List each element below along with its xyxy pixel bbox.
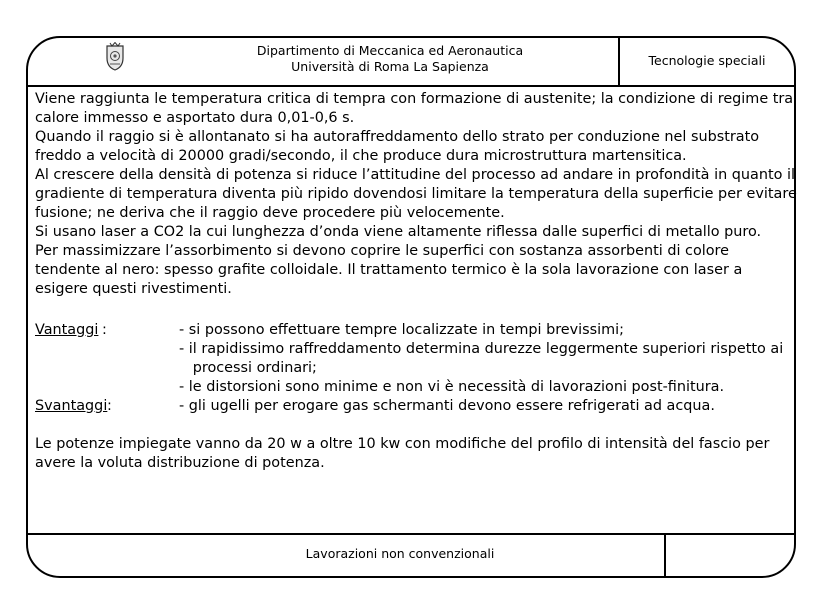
- disadvantage-item: - gli ugelli per erogare gas schermanti devono essere refrigerati ad acqua.: [179, 398, 715, 414]
- paragraph: Si usano laser a CO2 la cui lunghezza d’onda viene altamente riflessa dalle superfici di metallo puro.: [35, 224, 762, 240]
- header-divider: [27, 85, 795, 87]
- disadvantage-row: [35, 397, 797, 416]
- advantage-item: - il rapidissimo raffreddamento determina durezze leggermente superiori rispetto ai: [179, 341, 784, 357]
- advantage-row: [35, 321, 797, 340]
- advantage-item: - si possono effettuare tempre localizzate in tempi brevissimi;: [179, 322, 625, 338]
- paragraph: Per massimizzare l’assorbimento si devono coprire le superfici con sostanza assorbenti di colore tendente al nero: spesso grafite colloidale. Il trattamento termico è la sola lavorazione con laser a esigere questi rivestimenti.: [35, 243, 743, 297]
- pros-cons-list: [35, 321, 797, 416]
- advantage-row: [35, 340, 797, 359]
- advantages-label: Vantaggi: [35, 322, 99, 338]
- body-text: [35, 90, 797, 299]
- advantage-row: [35, 359, 797, 378]
- department-name: Dipartimento di Meccanica ed Aeronautica: [256, 43, 524, 58]
- university-seal-icon: [104, 42, 126, 72]
- paragraph: Quando il raggio si è allontanato si ha autoraffreddamento dello strato per conduzione nel substrato freddo a velocità di 20000 gradi/secondo, il che produce dura microstruttura martensitica.: [35, 129, 760, 164]
- advantage-item: processi ordinari;: [179, 360, 317, 376]
- footer-title: Lavorazioni non convenzionali: [305, 546, 495, 561]
- university-name: Università di Roma La Sapienza: [291, 59, 489, 74]
- disadvantages-label: Svantaggi: [35, 398, 108, 414]
- header-institution: [240, 43, 540, 75]
- advantage-item: - le distorsioni sono minime e non vi è necessità di lavorazioni post-finitura.: [179, 379, 725, 395]
- advantage-row: [35, 378, 797, 397]
- closing-paragraph: Le potenze impiegate vanno da 20 w a oltre 10 kw con modifiche del profilo di intensità del fascio per avere la voluta distribuzione di potenza.: [35, 436, 770, 471]
- paragraph: Viene raggiunta le temperatura critica di tempra con formazione di austenite; la condizione di regime tra calore immesso e asportato dura 0,01-0,6 s.: [35, 91, 794, 126]
- label-colon: :: [107, 398, 112, 414]
- course-title: Tecnologie speciali: [648, 53, 766, 68]
- header-column-divider: [618, 37, 620, 86]
- paragraph: Al crescere della densità di potenza si riduce l’attitudine del processo ad andare in profondità in quanto il gradiente di temperatura diventa più ripido dovendosi limitare la temperatura della superficie per evitare fusione; ne deriva che il raggio deve procedere più velocemente.: [35, 167, 797, 221]
- label-colon: :: [102, 322, 107, 338]
- footer-column-divider: [664, 534, 666, 577]
- footer-divider: [27, 533, 795, 535]
